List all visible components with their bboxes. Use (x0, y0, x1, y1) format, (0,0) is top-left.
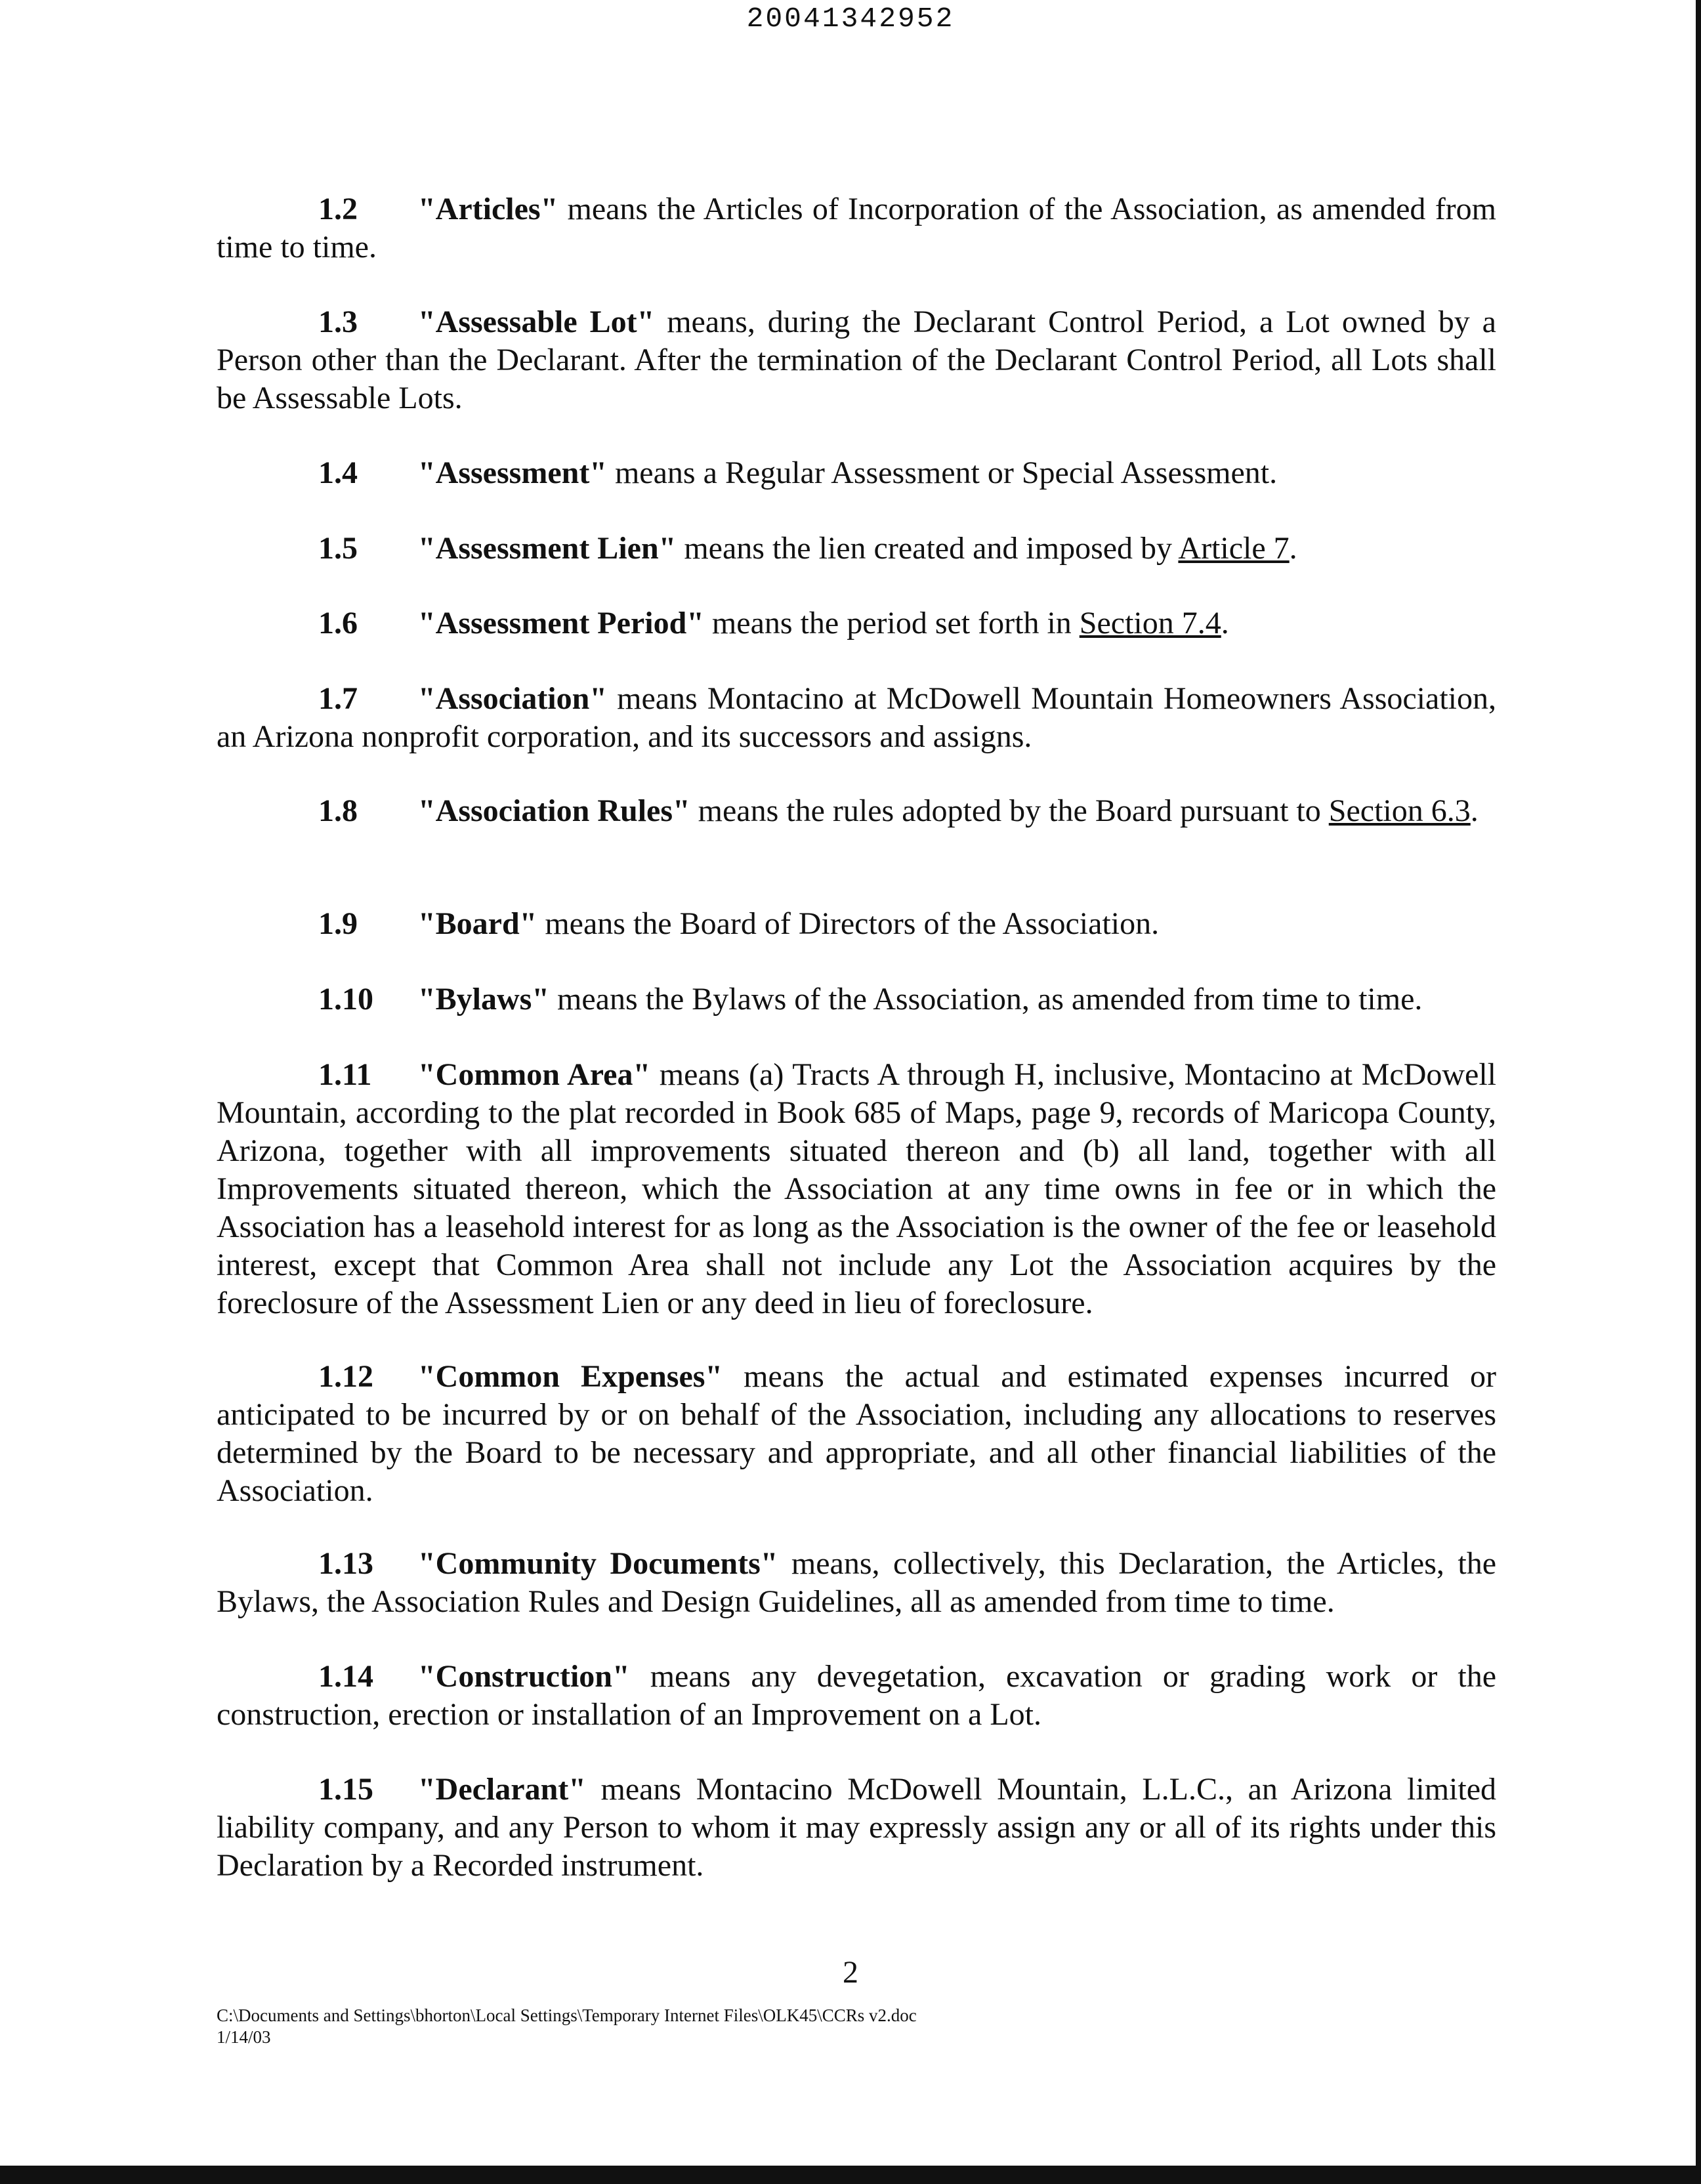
definition-text: means (a) Tracts A through H, inclusive, Montacino at McDowell Mountain, according to the plat recorded in Book 685 of Maps, page 9, records of Maricopa County, Arizona, together with all improvements situated thereon and (b) all land, together with all Improvements situated thereon, which the Association at any time owns in fee or in which the Association has a leasehold interest for as long as the Association is the owner of the fee or leasehold interest, except that Common Area shall not include any Lot the Association acquires by the foreclosure of the Assessment Lien or any deed in lieu of foreclosure. (217, 1057, 1496, 1320)
scan-bottom-border (0, 2166, 1701, 2184)
defined-term: "Assessment Lien" (418, 531, 677, 566)
scan-right-border (1696, 0, 1701, 2184)
definition-text: means, during the Declarant Control Period, a Lot owned by a Person other than the Declarant. After the termination of the Declarant Control Period, all Lots shall be Assessable Lots. (217, 304, 1496, 415)
definition-1-3 (217, 303, 1496, 417)
definition-1-4 (217, 454, 1496, 492)
definition-text: means a Regular Assessment or Special Assessment. (606, 455, 1278, 490)
definition-1-13 (217, 1545, 1496, 1621)
section-number: 1.5 (318, 531, 358, 566)
defined-term: "Articles" (418, 192, 558, 226)
definition-text: means the Board of Directors of the Association. (537, 906, 1160, 941)
definition-1-15 (217, 1771, 1496, 1885)
defined-term: "Association" (418, 681, 607, 716)
definition-text: means the actual and estimated expenses incurred or anticipated to be incurred by or on behalf of the Association, including any allocations to reserves determined by the Board to be necessary and appropriate, and all other financial liabilities of the Association. (217, 1359, 1497, 1508)
definition-1-10 (217, 980, 1496, 1018)
document-date: 1/14/03 (217, 2027, 271, 2047)
definition-text: means the rules adopted by the Board pursuant to (690, 793, 1329, 828)
section-number: 1.15 (318, 1772, 373, 1807)
defined-term: "Assessment Period" (418, 606, 704, 640)
section-7-4-reference: Section 7.4 (1079, 606, 1221, 640)
definition-text: means the Articles of Incorporation of the Association, as amended from time to time. (217, 192, 1496, 264)
section-number: 1.3 (318, 304, 358, 339)
section-6-3-reference: Section 6.3 (1328, 793, 1471, 828)
definition-1-12 (217, 1358, 1496, 1510)
section-number: 1.8 (318, 793, 358, 828)
definition-text: means Montacino at McDowell Mountain Homeowners Association, an Arizona nonprofit corporation, and its successors and assigns. (217, 681, 1496, 754)
section-number: 1.12 (318, 1359, 373, 1394)
definition-1-11 (217, 1056, 1496, 1322)
section-number: 1.7 (318, 681, 358, 716)
recording-number: 20041342952 (746, 3, 955, 35)
definition-text: means the period set forth in (704, 606, 1080, 640)
defined-term: "Board" (418, 906, 537, 941)
section-number: 1.2 (318, 192, 358, 226)
definition-text: means the Bylaws of the Association, as amended from time to time. (549, 982, 1423, 1017)
file-path: C:\Documents and Settings\bhorton\Local Settings\Temporary Internet Files\OLK45\CCRs v2.doc (217, 2006, 917, 2025)
section-number: 1.6 (318, 606, 358, 640)
defined-term: "Bylaws" (418, 982, 549, 1017)
definition-1-2 (217, 190, 1496, 266)
definition-1-5: 1.5 "Assessment Lien" means the lien created and imposed by Article 7. (217, 530, 1496, 568)
definition-text: means the lien created and imposed by (676, 531, 1179, 566)
defined-term: "Association Rules" (418, 793, 690, 828)
definition-1-14 (217, 1658, 1496, 1734)
section-number: 1.14 (318, 1659, 373, 1694)
definition-1-9 (217, 905, 1496, 943)
definition-1-8: 1.8 "Association Rules" means the rules adopted by the Board pursuant to Section 6.3. (217, 792, 1496, 830)
defined-term: "Common Expenses" (418, 1359, 723, 1394)
section-number: 1.13 (318, 1546, 373, 1581)
definition-text: means, collectively, this Declaration, the Articles, the Bylaws, the Association Rules and Design Guidelines, all as amended from time to time. (217, 1546, 1496, 1619)
defined-term: "Declarant" (418, 1772, 586, 1807)
definition-1-7 (217, 680, 1496, 756)
document-footer (217, 2005, 917, 2048)
definition-1-6: 1.6 "Assessment Period" means the period set forth in Section 7.4. (217, 604, 1496, 642)
defined-term: "Construction" (418, 1659, 630, 1694)
section-number: 1.11 (318, 1057, 372, 1092)
defined-term: "Common Area" (418, 1057, 651, 1092)
article-7-reference: Article 7 (1178, 531, 1290, 566)
defined-term: "Assessment" (418, 455, 607, 490)
definition-text: means Montacino McDowell Mountain, L.L.C., an Arizona limited liability company, and any Person to whom it may expressly assign any or all of its rights under this Declaration by a Recorded instrument. (217, 1772, 1496, 1883)
defined-term: "Community Documents" (418, 1546, 778, 1581)
page-number: 2 (843, 1955, 858, 1990)
definition-text: means any devegetation, excavation or grading work or the construction, erection or installation of an Improvement on a Lot. (217, 1659, 1496, 1732)
section-number: 1.10 (318, 982, 373, 1017)
section-number: 1.4 (318, 455, 358, 490)
section-number: 1.9 (318, 906, 358, 941)
defined-term: "Assessable Lot" (418, 304, 655, 339)
